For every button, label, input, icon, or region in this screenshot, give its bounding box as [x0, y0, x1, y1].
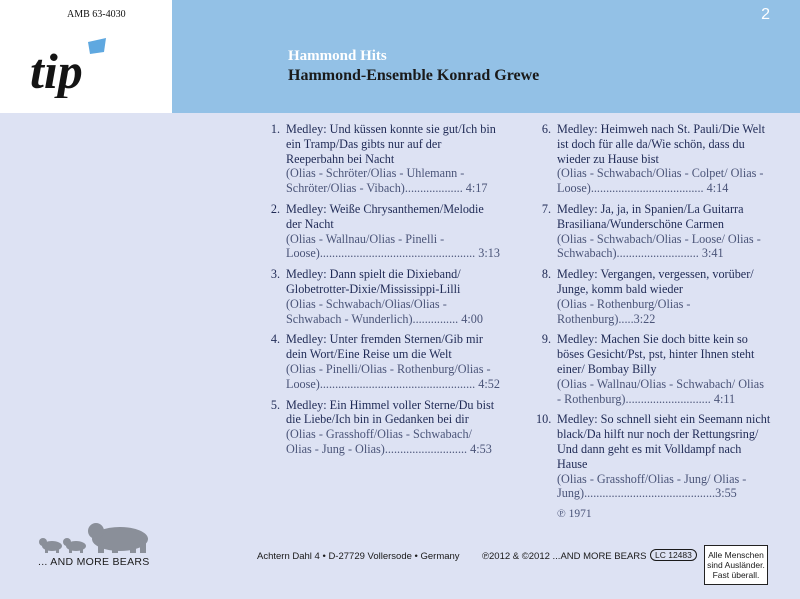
track-number: 1.: [270, 122, 280, 136]
track-number: 6.: [541, 122, 551, 136]
logo-panel: [0, 0, 172, 113]
track-title: Medley: Weiße Chrysanthemen/Melodie der Nacht: [286, 201, 484, 231]
label-code: LC 12483: [650, 549, 697, 561]
tracklist-left: [265, 122, 500, 463]
track-number: 7.: [541, 201, 551, 216]
track-credits: (Olias - Schwabach/Olias - Colpet/ Olias - Loose)..................................... 4:14: [557, 166, 764, 196]
track-number: 9.: [541, 332, 551, 347]
track-item: [536, 412, 771, 501]
track-item: [265, 267, 500, 326]
tip-logo: [28, 38, 148, 98]
track-title: Medley: Ja, ja, in Spanien/La Guitarra Brasiliana/Wunderschöne Carmen: [557, 201, 744, 231]
track-number: 8.: [541, 267, 551, 282]
catalog-number: AMB 63-4030: [67, 9, 126, 20]
track-title: Medley: Heimweh nach St. Pauli/Die Welt ist doch für alle da/Wie schön, dass du wieder zu Hause bist: [557, 122, 765, 166]
track-number: 2.: [270, 201, 280, 216]
tracklist-right: [536, 122, 771, 522]
track-title: Medley: Und küssen konnte sie gut/Ich bin ein Tramp/Das gibts nur auf der Reeperbahn bei Nacht: [286, 122, 496, 166]
track-credits: (Olias - Wallnau/Olias - Pinelli - Loose)................................................... 3:13: [286, 231, 500, 261]
track-credits: (Olias - Wallnau/Olias - Schwabach/ Olias - Rothenburg)............................ 4:11: [557, 376, 764, 406]
logo-text: tip: [30, 43, 83, 98]
track-credits: (Olias - Grasshoff/Olias - Jung/ Olias - Jung)...........................................3:55: [557, 471, 747, 501]
track-title: Medley: Machen Sie doch bitte kein so böses Gesicht/Pst, pst, hinter Ihnen steht einer/ Bombay Billy: [557, 332, 755, 376]
track-item: [265, 122, 500, 196]
track-item: [536, 202, 771, 261]
track-number: 5.: [270, 397, 280, 412]
track-title: Medley: Vergangen, vergessen, vorüber/ Junge, komm bald wieder: [557, 267, 754, 296]
track-credits: (Olias - Pinelli/Olias - Rothenburg/Olias - Loose)................................................... 4:52: [286, 361, 500, 391]
track-item: [265, 202, 500, 261]
track-item: [536, 332, 771, 406]
copyright-notice: ℗2012 & ©2012 ...AND MORE BEARS: [482, 551, 647, 562]
track-credits: (Olias - Grasshoff/Olias - Schwabach/ Olias - Jung - Olias)........................... 4:53: [286, 427, 492, 456]
artist-name: Hammond-Ensemble Konrad Grewe: [288, 67, 540, 84]
track-credits: (Olias - Rothenburg/Olias - Rothenburg).....3:22: [557, 296, 691, 326]
phonogram-year: ℗ 1971: [557, 508, 592, 521]
label-address: Achtern Dahl 4 • D-27729 Vollersode • Germany: [257, 551, 460, 562]
track-number: 4.: [270, 332, 280, 347]
track-title: Medley: So schnell sieht ein Seemann nicht black/Da hilft nur noch der Rettungsring/ Und dann geht es mit Volldampf nach Hause: [557, 412, 771, 471]
track-title: Medley: Ein Himmel voller Sterne/Du bist die Liebe/Ich bin in Gedanken bei dir: [286, 397, 495, 427]
bears-logo-icon: [38, 515, 158, 555]
album-title: Hammond Hits: [288, 48, 387, 64]
track-credits: (Olias - Schwabach/Olias/Olias - Schwabach - Wunderlich)............... 4:00: [286, 296, 483, 326]
slogan-box: Alle Menschen sind Ausländer. Fast überall.: [704, 545, 768, 585]
page-number: 2: [761, 6, 770, 23]
track-title: Medley: Unter fremden Sternen/Gib mir dein Wort/Eine Reise um die Welt: [286, 332, 483, 362]
track-number: 10.: [536, 412, 552, 427]
track-credits: (Olias - Schröter/Olias - Uhlemann - Schröter/Olias - Vibach)................... 4:17: [286, 166, 488, 196]
track-item: [265, 332, 500, 391]
track-item: [265, 398, 500, 457]
track-title: Medley: Dann spielt die Dixieband/ Globetrotter-Dixie/Mississippi-Lilli: [286, 267, 461, 296]
track-item: [536, 267, 771, 326]
label-name: ... AND MORE BEARS: [38, 556, 150, 568]
track-item: [536, 122, 771, 196]
track-credits: (Olias - Schwabach/Olias - Loose/ Olias - Schwabach)........................... 3:41: [557, 231, 761, 261]
header-band: [172, 0, 800, 113]
track-number: 3.: [270, 267, 280, 282]
